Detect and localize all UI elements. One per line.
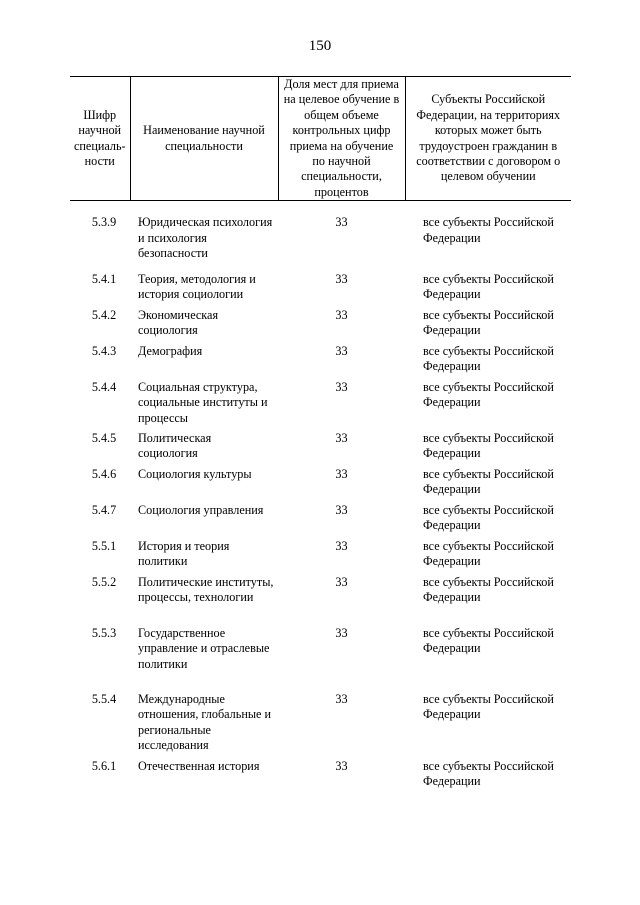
cell-subjects: все субъекты Российской Федерации <box>423 343 554 374</box>
cell-name: Юридическая психология и психология безопасности <box>138 215 273 261</box>
cell-code: 5.4.6 <box>91 466 117 481</box>
table-row <box>70 308 571 344</box>
table-row <box>70 344 571 380</box>
cell-code: 5.4.4 <box>91 379 117 394</box>
table-body <box>70 201 571 795</box>
cell-subjects: все субъекты Российской Федерации <box>423 758 554 789</box>
table-row <box>70 431 571 467</box>
table-row <box>70 467 571 503</box>
cell-code: 5.4.2 <box>91 307 117 322</box>
cell-share: 33 <box>335 430 348 445</box>
header-share: Доля мест для приема на целевое обучение в общем объеме контрольных цифр приема на обучение по научной специальности, процентов <box>278 77 405 201</box>
cell-name: Теория, методология и история социологии <box>138 271 256 302</box>
cell-share: 33 <box>335 574 348 589</box>
cell-name: Государственное управление и отраслевые политики <box>138 625 270 671</box>
cell-name: Экономическая социология <box>138 307 219 338</box>
cell-name: Социология культуры <box>138 466 252 481</box>
table-row <box>70 539 571 575</box>
cell-subjects: все субъекты Российской Федерации <box>423 215 554 245</box>
cell-share: 33 <box>335 271 348 286</box>
table-row <box>70 759 571 795</box>
header-name: Наименование научной специальности <box>130 77 278 201</box>
table-row <box>70 692 571 759</box>
cell-subjects: все субъекты Российской Федерации <box>423 379 554 410</box>
cell-share: 33 <box>335 758 348 773</box>
cell-name: Социальная структура, социальные институты и процессы <box>138 379 268 425</box>
cell-code: 5.4.7 <box>91 502 117 517</box>
cell-code: 5.4.5 <box>91 430 117 445</box>
cell-share: 33 <box>335 691 348 706</box>
cell-subjects: все субъекты Российской Федерации <box>423 271 554 302</box>
table-row <box>70 380 571 431</box>
table-row <box>70 626 571 692</box>
cell-subjects: все субъекты Российской Федерации <box>423 574 554 605</box>
cell-name: Социология управления <box>138 502 264 517</box>
cell-code: 5.6.1 <box>91 758 117 773</box>
header-subjects: Субъекты Российской Федерации, на территориях которых может быть трудоустроен гражданин в соответствии с договором о целевом обучении <box>405 77 571 201</box>
cell-name: Демография <box>138 343 203 358</box>
cell-share: 33 <box>335 307 348 322</box>
cell-code: 5.5.1 <box>91 538 117 553</box>
cell-code: 5.3.9 <box>91 215 117 230</box>
cell-share: 33 <box>335 625 348 640</box>
table-row <box>70 272 571 308</box>
page-number: 150 <box>308 38 332 54</box>
cell-code: 5.5.3 <box>91 625 117 640</box>
header-code: Шифр научной специаль-ности <box>70 77 130 201</box>
cell-code: 5.4.1 <box>91 271 117 286</box>
cell-subjects: все субъекты Российской Федерации <box>423 430 554 461</box>
cell-name: История и теория политики <box>138 538 230 569</box>
table-header-row <box>70 77 571 201</box>
table-row <box>70 503 571 539</box>
cell-share: 33 <box>335 379 348 394</box>
cell-share: 33 <box>335 538 348 553</box>
cell-name: Международные отношения, глобальные и региональные исследования <box>138 691 272 752</box>
specialty-table <box>70 76 571 795</box>
cell-code: 5.5.2 <box>91 574 117 589</box>
table-row <box>70 201 571 272</box>
cell-subjects: все субъекты Российской Федерации <box>423 625 554 656</box>
cell-subjects: все субъекты Российской Федерации <box>423 307 554 338</box>
cell-code: 5.4.3 <box>91 343 117 358</box>
table-row <box>70 575 571 626</box>
cell-name: Политические институты, процессы, технологии <box>138 574 274 605</box>
cell-code: 5.5.4 <box>91 691 117 706</box>
cell-share: 33 <box>335 215 348 230</box>
cell-name: Отечественная история <box>138 758 260 773</box>
cell-name: Политическая социология <box>138 430 212 461</box>
cell-subjects: все субъекты Российской Федерации <box>423 502 554 533</box>
cell-subjects: все субъекты Российской Федерации <box>423 538 554 569</box>
cell-subjects: все субъекты Российской Федерации <box>423 691 554 722</box>
cell-share: 33 <box>335 466 348 481</box>
cell-share: 33 <box>335 502 348 517</box>
cell-subjects: все субъекты Российской Федерации <box>423 466 554 497</box>
cell-share: 33 <box>335 343 348 358</box>
